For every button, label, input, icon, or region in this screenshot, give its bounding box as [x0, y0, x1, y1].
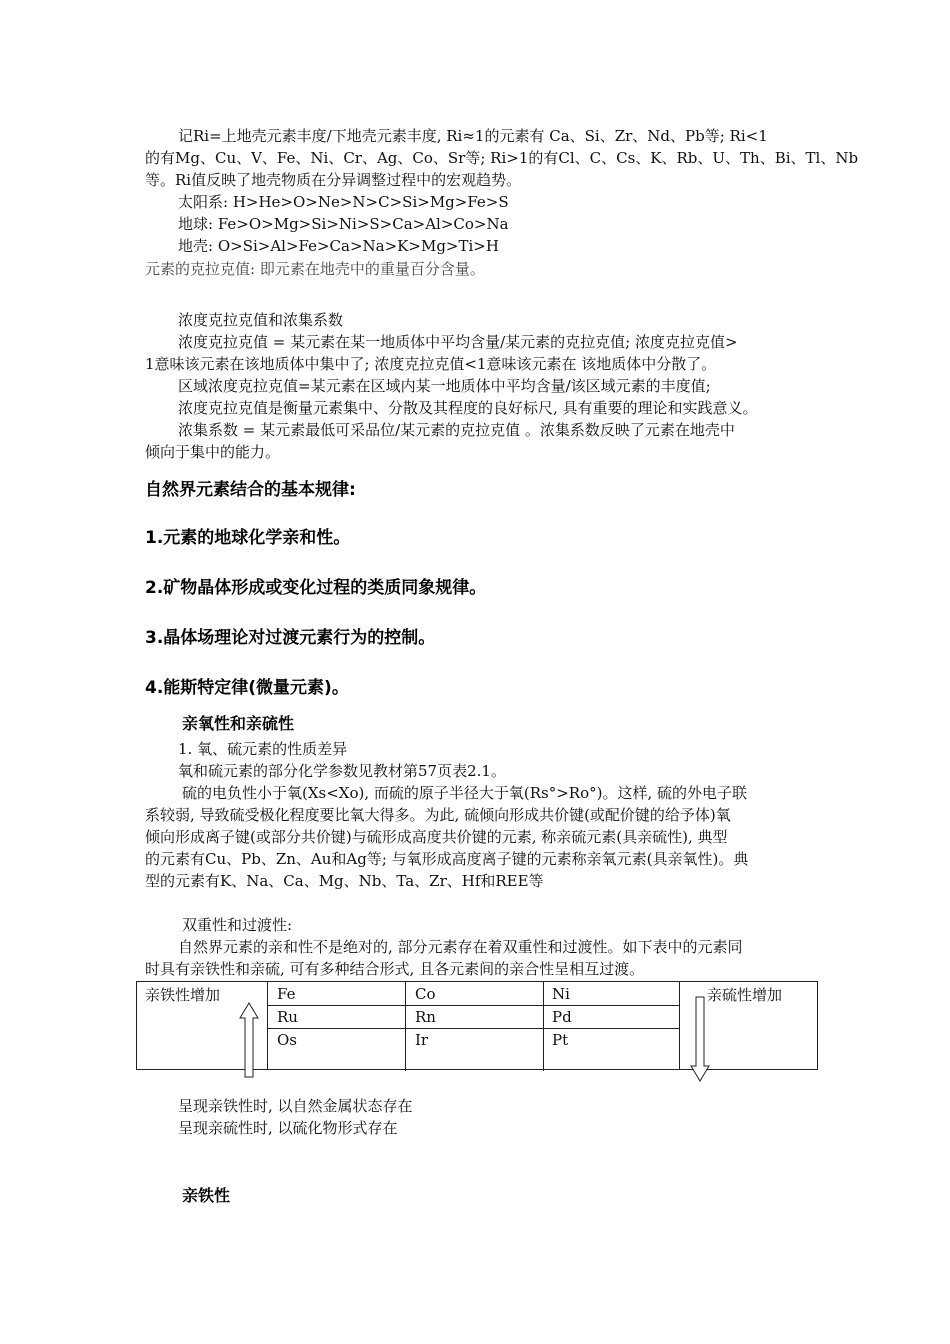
siderophile-increase-label: 亲铁性增加: [145, 986, 221, 1004]
clarke-definition: 元素的克拉克值: 即元素在地壳中的重量百分含量。: [145, 260, 485, 278]
siderophile-heading: 亲铁性: [182, 1186, 231, 1205]
affinity-heading: 亲氧性和亲硫性: [182, 714, 295, 733]
affinity-table: [136, 981, 818, 1070]
table-divider: [267, 982, 268, 1069]
earth-abundance: 地球: Fe>O>Mg>Si>Ni>S>Ca>Al>Co>Na: [178, 215, 509, 233]
table-divider: [405, 982, 406, 1071]
ri-paragraph-line-2: 的有Mg、Cu、V、Fe、Ni、Cr、Ag、Co、Sr等; Ri>1的有Cl、C、Cs、K、Rb、U、Th、Bi、Tl、Nb: [145, 149, 859, 167]
crust-abundance: 地壳: O>Si>Al>Fe>Ca>Na>K>Mg>Ti>H: [178, 237, 499, 255]
solar-system-abundance: 太阳系: H>He>O>Ne>N>C>Si>Mg>Fe>S: [178, 193, 509, 211]
table-cell: Pt: [552, 1031, 569, 1049]
chalcophile-increase-label: 亲硫性增加: [707, 986, 783, 1004]
duality-heading: 双重性和过渡性:: [182, 916, 293, 934]
table-cell: Rn: [415, 1008, 436, 1026]
affinity-paragraph-line-5: 型的元素有K、Na、Ca、Mg、Nb、Ta、Zr、Hf和REE等: [145, 872, 544, 890]
duality-line-1: 自然界元素的亲和性不是绝对的, 部分元素存在着双重性和过渡性。如下表中的元素同: [178, 938, 743, 956]
affinity-reference: 氧和硫元素的部分化学参数见教材第57页表2.1。: [178, 762, 506, 780]
table-cell: Ir: [415, 1031, 429, 1049]
table-divider: [679, 982, 680, 1069]
concentration-title: 浓度克拉克值和浓集系数: [178, 311, 344, 329]
affinity-item-1: 1. 氧、硫元素的性质差异: [178, 740, 348, 758]
table-cell: Co: [415, 985, 436, 1003]
concentration-measure: 浓度克拉克值是衡量元素集中、分散及其程度的良好标尺, 具有重要的理论和实践意义。: [178, 399, 758, 417]
rules-heading: 自然界元素结合的基本规律:: [145, 480, 356, 500]
affinity-paragraph-line-2: 系较弱, 导致硫受极化程度要比氧大得多。为此, 硫倾向形成共价键(或配价键的给予体)氧: [145, 806, 731, 824]
affinity-paragraph-line-3: 倾向形成离子键(或部分共价键)与硫形成高度共价键的元素, 称亲硫元素(具亲硫性), 典型: [145, 828, 728, 846]
regional-concentration: 区域浓度克拉克值=某元素在区域内某一地质体中平均含量/该区域元素的丰度值;: [178, 377, 711, 395]
table-cell: Ru: [277, 1008, 298, 1026]
affinity-paragraph-line-4: 的元素有Cu、Pb、Zn、Au和Ag等; 与氧形成高度离子键的元素称亲氧元素(具亲氧性)。典: [145, 850, 749, 868]
table-divider: [543, 982, 544, 1071]
table-cell: Os: [277, 1031, 297, 1049]
table-cell: Ni: [552, 985, 570, 1003]
ri-paragraph-line-3: 等。Ri值反映了地壳物质在分异调整过程中的宏观趋势。: [145, 171, 522, 189]
rule-3-heading: 3.晶体场理论对过渡元素行为的控制。: [145, 628, 436, 648]
table-divider: [267, 1028, 679, 1029]
rule-2-heading: 2.矿物晶体形成或变化过程的类质同象规律。: [145, 578, 487, 598]
enrichment-line-2: 倾向于集中的能力。: [145, 443, 281, 461]
down-arrow-icon: [690, 996, 710, 1082]
enrichment-line-1: 浓集系数 = 某元素最低可采品位/某元素的克拉克值 。浓集系数反映了元素在地壳中: [178, 421, 735, 439]
affinity-paragraph-line-1: 硫的电负性小于氧(Xs<Xo), 而硫的原子半径大于氧(Rs°>Ro°)。这样, 硫的外电子联: [182, 784, 748, 802]
table-divider: [267, 1005, 679, 1006]
concentration-line-2: 1意味该元素在该地质体中集中了; 浓度克拉克值<1意味该元素在 该地质体中分散了。: [145, 355, 717, 373]
concentration-line-1: 浓度克拉克值 = 某元素在某一地质体中平均含量/某元素的克拉克值; 浓度克拉克值>: [178, 333, 738, 351]
rule-1-heading: 1.元素的地球化学亲和性。: [145, 528, 351, 548]
chalcophile-state-note: 呈现亲硫性时, 以硫化物形式存在: [178, 1119, 398, 1137]
duality-line-2: 时具有亲铁性和亲硫, 可有多种结合形式, 且各元素间的亲合性呈相互过渡。: [145, 960, 645, 978]
rule-4-heading: 4.能斯特定律(微量元素)。: [145, 678, 349, 698]
ri-paragraph-line-1: 记Ri=上地壳元素丰度/下地壳元素丰度, Ri≈1的元素有 Ca、Si、Zr、Nd、Pb等; Ri<1: [178, 127, 768, 145]
table-cell: Pd: [552, 1008, 572, 1026]
table-cell: Fe: [277, 985, 296, 1003]
siderophile-state-note: 呈现亲铁性时, 以自然金属状态存在: [178, 1097, 413, 1115]
up-arrow-icon: [239, 1002, 259, 1078]
